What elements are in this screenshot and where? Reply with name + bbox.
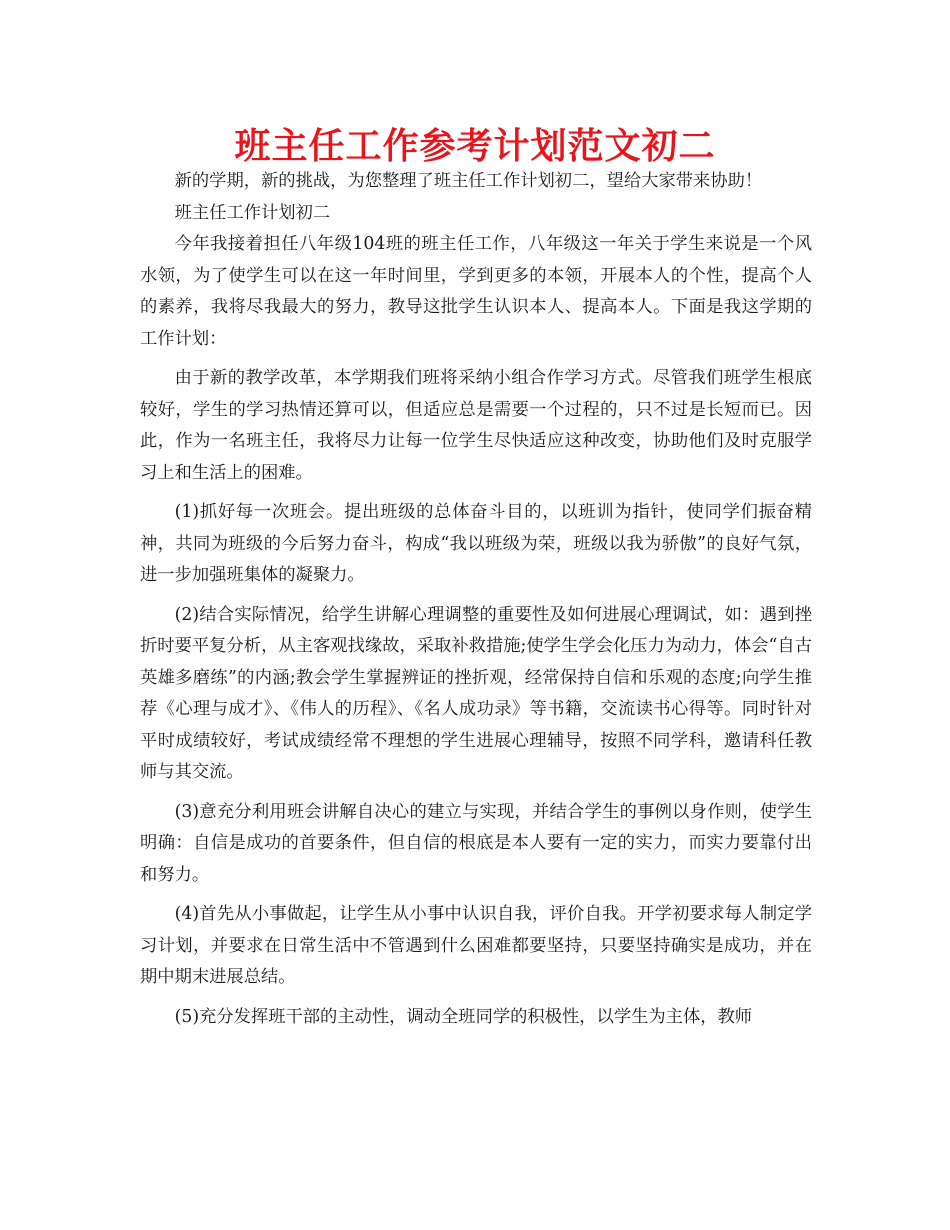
paragraph-item-3: (3)意充分利用班会讲解自决心的建立与实现，并结合学生的事例以身作则，使学生明确：自信是成功的首要条件，但自信的根底是本人要有一定的实力，而实力要靠付出和努力。 bbox=[140, 801, 812, 885]
document-title: 班主任工作参考计划范文初二 bbox=[234, 125, 716, 167]
paragraph-item-2: (2)结合实际情况，给学生讲解心理调整的重要性及如何进展心理调试，如：遇到挫折时要平复分析，从主客观找缘故，采取补救措施;使学生学会化压力为动力，体会“自古英雄多磨练”的内涵;教会学生掌握辨证的挫折观，经常保持自信和乐观的态度;向学生推荐《心理与成才》、《伟人的历程》、《名人成功录》等书籍，交流读书心得等。同时针对平时成绩较好，考试成绩经常不理想的学生进展心理辅导，按照不同学科，邀请科任教师与其交流。 bbox=[140, 604, 812, 782]
document-body bbox=[140, 166, 812, 1033]
paragraph-item-1: (1)抓好每一次班会。提出班级的总体奋斗目的，以班训为指针，使同学们振奋精神，共同为班级的今后努力奋斗，构成“我以班级为荣，班级以我为骄傲”的良好气氛，进一步加强班集体的凝聚力。 bbox=[140, 502, 812, 585]
paragraph-reform: 由于新的教学改革，本学期我们班将采纳小组合作学习方式。尽管我们班学生根底较好，学生的学习热情还算可以，但适应总是需要一个过程的，只不过是长短而已。因此，作为一名班主任，我将尽力让每一位学生尽快适应这种改变，协助他们及时克服学习上和生活上的困难。 bbox=[140, 368, 812, 483]
paragraph-overview: 今年我接着担任八年级104班的班主任工作，八年级这一年关于学生来说是一个风水领，为了使学生可以在这一年时间里，学到更多的本领，开展本人的个性，提高个人的素养，我将尽我最大的努力，教导这批学生认识本人、提高本人。下面是我这学期的工作计划： bbox=[140, 234, 812, 349]
paragraph-item-5: (5)充分发挥班干部的主动性，调动全班同学的积极性，以学生为主体，教师 bbox=[174, 1006, 753, 1027]
paragraph-subtitle: 班主任工作计划初二 bbox=[174, 202, 331, 223]
paragraph-intro: 新的学期，新的挑战，为您整理了班主任工作计划初二，望给大家带来协助！ bbox=[174, 171, 763, 191]
paragraph-item-4: (4)首先从小事做起，让学生从小事中认识自我，评价自我。开学初要求每人制定学习计划，并要求在日常生活中不管遇到什么困难都要坚持，只要坚持确实是成功，并在期中期末进展总结。 bbox=[140, 904, 812, 987]
